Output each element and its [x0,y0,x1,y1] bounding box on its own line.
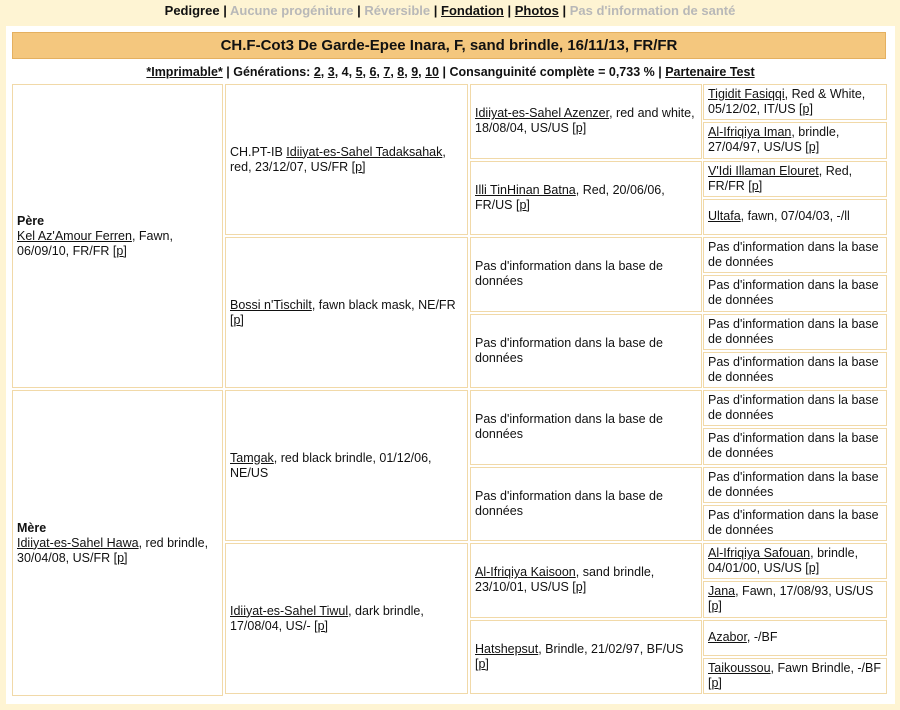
ancestor-cell-g3-7 [470,543,702,618]
nav-separator: | [223,3,227,18]
photo-link[interactable]: [p] [748,178,763,193]
dog-name-link[interactable]: Tigidit Fasiqqi [708,87,785,102]
ancestor-cell-g4-7 [703,314,887,350]
ancestor-cell-g4-2 [703,122,887,158]
dog-details: , Fawn Brindle, -/BF [770,660,881,675]
no-info-text: Pas d'information dans la base de données [475,335,663,365]
generation-link-9[interactable]: 9 [411,65,419,79]
separator: | [442,65,446,79]
no-info-text: Pas d'information dans la base de données [708,240,879,270]
generation-link-2[interactable]: 2 [313,65,321,79]
dog-name-link[interactable]: Al-Ifriqiya Kaisoon [475,565,576,580]
ancestor-cell-g3-3 [470,237,702,312]
ancestor-cell-g4-1 [703,84,887,120]
generation-current-4: 4 [341,65,349,79]
cell-content [708,209,882,224]
photo-link[interactable]: [p] [112,243,127,258]
dog-details: , Fawn, 06/09/10, FR/FR [17,228,173,258]
no-info-text: Pas d'information dans la base de données [708,469,879,499]
photo-link[interactable]: [p] [805,561,820,576]
separator: | [658,65,662,79]
generation-link-6[interactable]: 6 [369,65,377,79]
ancestor-cell-g2-2 [225,237,468,388]
top-nav [0,0,900,22]
cell-content [708,661,882,691]
ancestor-cell-g4-9 [703,390,887,426]
nav-pedigree: Pedigree [164,3,220,18]
ancestor-cell-g3-8 [470,620,702,695]
ancestor-cell-g3-2 [470,161,702,236]
photo-link[interactable]: [p] [314,618,328,633]
cell-content [708,355,882,385]
no-info-text: Pas d'information dans la base de données [708,393,879,423]
ancestor-cell-g4-11 [703,467,887,503]
cell-content [230,298,463,328]
dog-name-link[interactable]: Ultafa [708,209,741,224]
parent-label: Mère [17,520,47,535]
cell-content [17,214,218,259]
cell-content [708,630,882,645]
coi-value: Consanguinité complète = 0,733 % [449,65,655,79]
cell-content [230,145,463,175]
separator: | [226,65,230,79]
ancestor-cell-g3-4 [470,314,702,389]
cell-content [708,470,882,500]
ancestor-cell-g4-10 [703,428,887,464]
generation-link-5[interactable]: 5 [355,65,363,79]
cell-content [708,584,882,614]
cell-content [708,393,882,423]
ancestor-cell-g4-8 [703,352,887,388]
ancestor-cell-g4-3 [703,161,887,197]
no-info-text: Pas d'information dans la base de données [475,412,663,442]
photo-link[interactable]: [p] [113,550,128,565]
ancestor-cell-g4-6 [703,275,887,311]
dog-details: , Brindle, 21/02/97, BF/US [538,641,684,656]
generations-label: Générations: [233,65,311,79]
ancestor-cell-g2-4 [225,543,468,694]
cell-content [475,106,697,136]
nav-foundation-link[interactable]: Fondation [441,3,504,18]
nav-separator: | [433,3,438,18]
dog-name-link[interactable]: Tamgak [230,450,274,465]
cell-content [708,317,882,347]
cell-content [475,259,697,289]
dog-name-link[interactable]: Al-Ifriqiya Safouan [708,546,811,561]
dog-details: , -/BF [746,630,778,645]
dog-name-link[interactable]: Idiiyat-es-Sahel Tadaksahak [286,144,443,159]
nav-separator: | [507,3,512,18]
cell-content [708,278,882,308]
dog-details: , red and white, 18/08/04, US/US [475,106,695,136]
dog-details: , fawn black mask, NE/FR [311,297,456,312]
cell-content [708,546,882,576]
cell-content [475,412,697,442]
dog-details: , red brindle, 30/04/08, US/FR [17,535,209,565]
photo-link[interactable]: [p] [805,140,820,155]
cell-content [475,489,697,519]
pedigree-card [6,26,895,704]
photo-link[interactable]: [p] [230,312,244,327]
cell-content [708,125,882,155]
dog-details: , fawn, 07/04/03, -/ll [740,209,850,224]
cell-content [708,240,882,270]
dog-details: , dark brindle, 17/08/04, US/- [230,603,424,633]
ancestor-cell-g4-5 [703,237,887,273]
nav-photos-link[interactable]: Photos [514,3,559,18]
cell-content [708,431,882,461]
photo-link[interactable]: [p] [572,121,587,136]
dog-details: , Fawn, 17/08/93, US/US [735,584,874,599]
sire-cell [12,84,223,388]
cell-content [475,183,697,213]
ancestor-cell-g4-16 [703,658,887,694]
dog-name-link[interactable]: Al-Ifriqiya Iman [708,125,792,140]
dog-name-link[interactable]: Taikoussou [708,660,771,675]
dog-name-link[interactable]: Idiiyat-es-Sahel Hawa [17,535,139,550]
nav-health: Pas d'information de santé [569,3,736,18]
no-info-text: Pas d'information dans la base de données [475,488,663,518]
no-info-text: Pas d'information dans la base de données [708,278,879,308]
dog-details: , Red & White, 05/12/02, IT/US [708,87,866,117]
dog-name-link[interactable]: V'Idi Illaman Elouret [708,163,819,178]
no-info-text: Pas d'information dans la base de données [708,507,879,537]
printable-link[interactable]: *Imprimable* [146,65,223,79]
generation-link-3[interactable]: 3 [327,65,335,79]
dog-name-link[interactable]: Idiiyat-es-Sahel Azenzer [475,106,610,121]
nav-separator: | [357,3,361,18]
options-bar: *Imprimable* | Générations: 2, 3, 4, 5, 6, 7, 8, 9, 10 | Consanguinité complète = 0,733 % | Partenaire Test [146,65,755,79]
no-info-text: Pas d'information dans la base de données [708,431,879,461]
dog-details: , red, 23/12/07, US/FR [230,144,446,174]
cell-content [230,604,463,634]
dog-name-link[interactable]: Idiiyat-es-Sahel Tiwul [230,603,349,618]
ancestor-cell-g3-1 [470,84,702,159]
photo-link[interactable]: [p] [708,675,722,690]
dog-name-link[interactable]: Jana [708,584,736,599]
generation-link-10[interactable]: 10 [425,65,439,79]
cell-content [708,508,882,538]
dog-name-link[interactable]: Hatshepsut [475,641,539,656]
dog-details: , Red, 20/06/06, FR/US [475,182,665,212]
test-partner-link[interactable]: Partenaire Test [665,65,755,79]
dog-details: , Red, FR/FR [708,163,853,193]
photo-link[interactable]: [p] [799,102,813,117]
dog-details: , sand brindle, 23/10/01, US/US [475,565,655,595]
ancestor-cell-g4-4 [703,199,887,235]
dog-details: , brindle, 04/01/00, US/US [708,546,859,576]
photo-link[interactable]: [p] [475,656,489,671]
photo-link[interactable]: [p] [515,197,530,212]
ancestor-cell-g4-13 [703,543,887,579]
ancestor-cell-g4-14 [703,581,887,617]
dog-name-link[interactable]: Azabor [708,630,747,645]
cell-content [475,565,697,595]
cell-content [17,521,218,566]
dog-details: , brindle, 27/04/97, US/US [708,125,840,155]
dam-cell [12,390,223,696]
generation-link-7[interactable]: 7 [383,65,391,79]
dog-name-link[interactable]: Bossi n'Tischilt [230,297,312,312]
ancestor-cell-g4-15 [703,620,887,656]
ancestor-cell-g3-5 [470,390,702,465]
page-title: CH.F-Cot3 De Garde-Epee Inara, F, sand brindle, 16/11/13, FR/FR [12,32,886,59]
ancestor-cell-g2-1 [225,84,468,235]
nav-reversible: Réversible [364,3,431,18]
dog-details: , red black brindle, 01/12/06, NE/US [230,450,432,480]
dog-name-link[interactable]: Illi TinHinan Batna [475,182,576,197]
cell-content [708,164,882,194]
ancestor-cell-g4-12 [703,505,887,541]
no-info-text: Pas d'information dans la base de données [708,316,879,346]
title-prefix: CH.PT-IB [230,144,287,159]
no-info-text: Pas d'information dans la base de données [475,259,663,289]
photo-link[interactable]: [p] [708,599,722,614]
photo-link[interactable]: [p] [351,159,366,174]
nav-separator: | [562,3,567,18]
ancestor-cell-g3-6 [470,467,702,542]
dog-name-link[interactable]: Kel Az'Amour Ferren [17,228,132,243]
cell-content [230,451,463,481]
cell-content [475,642,697,672]
cell-content [708,87,882,117]
nav-progeny: Aucune progéniture [229,3,354,18]
photo-link[interactable]: [p] [572,580,587,595]
parent-label: Père [17,213,45,228]
no-info-text: Pas d'information dans la base de données [708,354,879,384]
ancestor-cell-g2-3 [225,390,468,541]
generation-link-8[interactable]: 8 [397,65,405,79]
cell-content [475,336,697,366]
